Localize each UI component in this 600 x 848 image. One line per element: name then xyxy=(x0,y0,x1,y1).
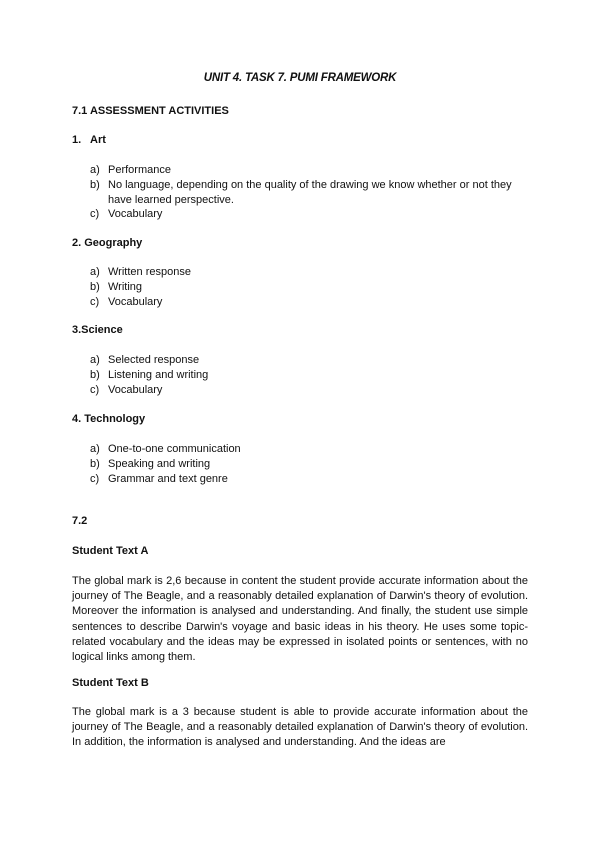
student-text-a-body: The global mark is 2,6 because in content the student provide accurate information about the journey of The Beagle, and a reasonably detailed explanation of Darwin's theory of evolution. Moreover the information is analysed and understanding. And finally, the student use simple sentences to describe Darwin's voyage and basic ideas in his theory. He uses some topic-related vocabulary and the ideas may be expressed in isolated points or sentences, with no logical links among them. xyxy=(72,575,528,664)
list-marker: b) xyxy=(90,281,100,293)
list-text: Speaking and writing xyxy=(108,458,211,470)
list-item xyxy=(90,368,553,383)
list-text: Vocabulary xyxy=(108,384,163,396)
list-text: No language, depending on the quality of the drawing we know whether or not they have learned perspective. xyxy=(108,179,512,206)
subheading-geography: 2. Geography xyxy=(72,237,143,249)
list-item xyxy=(90,295,553,310)
subheading-technology: 4. Technology xyxy=(72,413,146,425)
list-text: One-to-one communication xyxy=(108,443,241,455)
list-item xyxy=(90,178,528,207)
list-marker: c) xyxy=(90,473,100,485)
list-text: Listening and writing xyxy=(108,369,209,381)
list-marker: b) xyxy=(90,369,100,381)
list-item xyxy=(90,383,553,398)
section-heading-assessment: 7.1 ASSESSMENT ACTIVITIES xyxy=(72,105,229,117)
list-marker: b) xyxy=(90,458,100,470)
subheading-science: 3.Science xyxy=(72,324,123,336)
list-text: Written response xyxy=(108,266,191,278)
list-marker: a) xyxy=(90,443,100,455)
list-item xyxy=(90,457,553,472)
list-item xyxy=(90,280,553,295)
list-marker: b) xyxy=(90,179,100,191)
list-text: Writing xyxy=(108,281,143,293)
list-marker: a) xyxy=(90,354,100,366)
list-marker: c) xyxy=(90,208,100,220)
student-text-b-body: The global mark is a 3 because student is able to provide accurate information about the journey of The Beagle, and a reasonably detailed explanation of Darwin's theory of evolution. In addition, the information is analysed and understanding. And the ideas are xyxy=(72,706,528,749)
list-text: Grammar and text genre xyxy=(108,473,228,485)
list-item xyxy=(90,472,553,487)
section-heading-7-2: 7.2 xyxy=(72,515,88,527)
list-marker: c) xyxy=(90,384,100,396)
list-marker: c) xyxy=(90,296,100,308)
list-item xyxy=(90,353,553,368)
page-title: UNIT 4. TASK 7. PUMI FRAMEWORK xyxy=(203,72,397,84)
list-item xyxy=(90,163,553,178)
list-text: Vocabulary xyxy=(108,208,163,220)
student-text-a-title: Student Text A xyxy=(72,545,149,557)
list-item xyxy=(90,442,553,457)
subheading-art xyxy=(72,134,106,146)
list-marker: a) xyxy=(90,266,100,278)
list-text: Performance xyxy=(108,164,171,176)
subheading-label: Art xyxy=(90,134,106,146)
list-marker: a) xyxy=(90,164,100,176)
list-item xyxy=(90,265,553,280)
list-item xyxy=(90,207,553,222)
subheading-number: 1. xyxy=(72,134,82,146)
student-text-b-title: Student Text B xyxy=(72,677,149,689)
list-text: Vocabulary xyxy=(108,296,163,308)
list-text: Selected response xyxy=(108,354,200,366)
